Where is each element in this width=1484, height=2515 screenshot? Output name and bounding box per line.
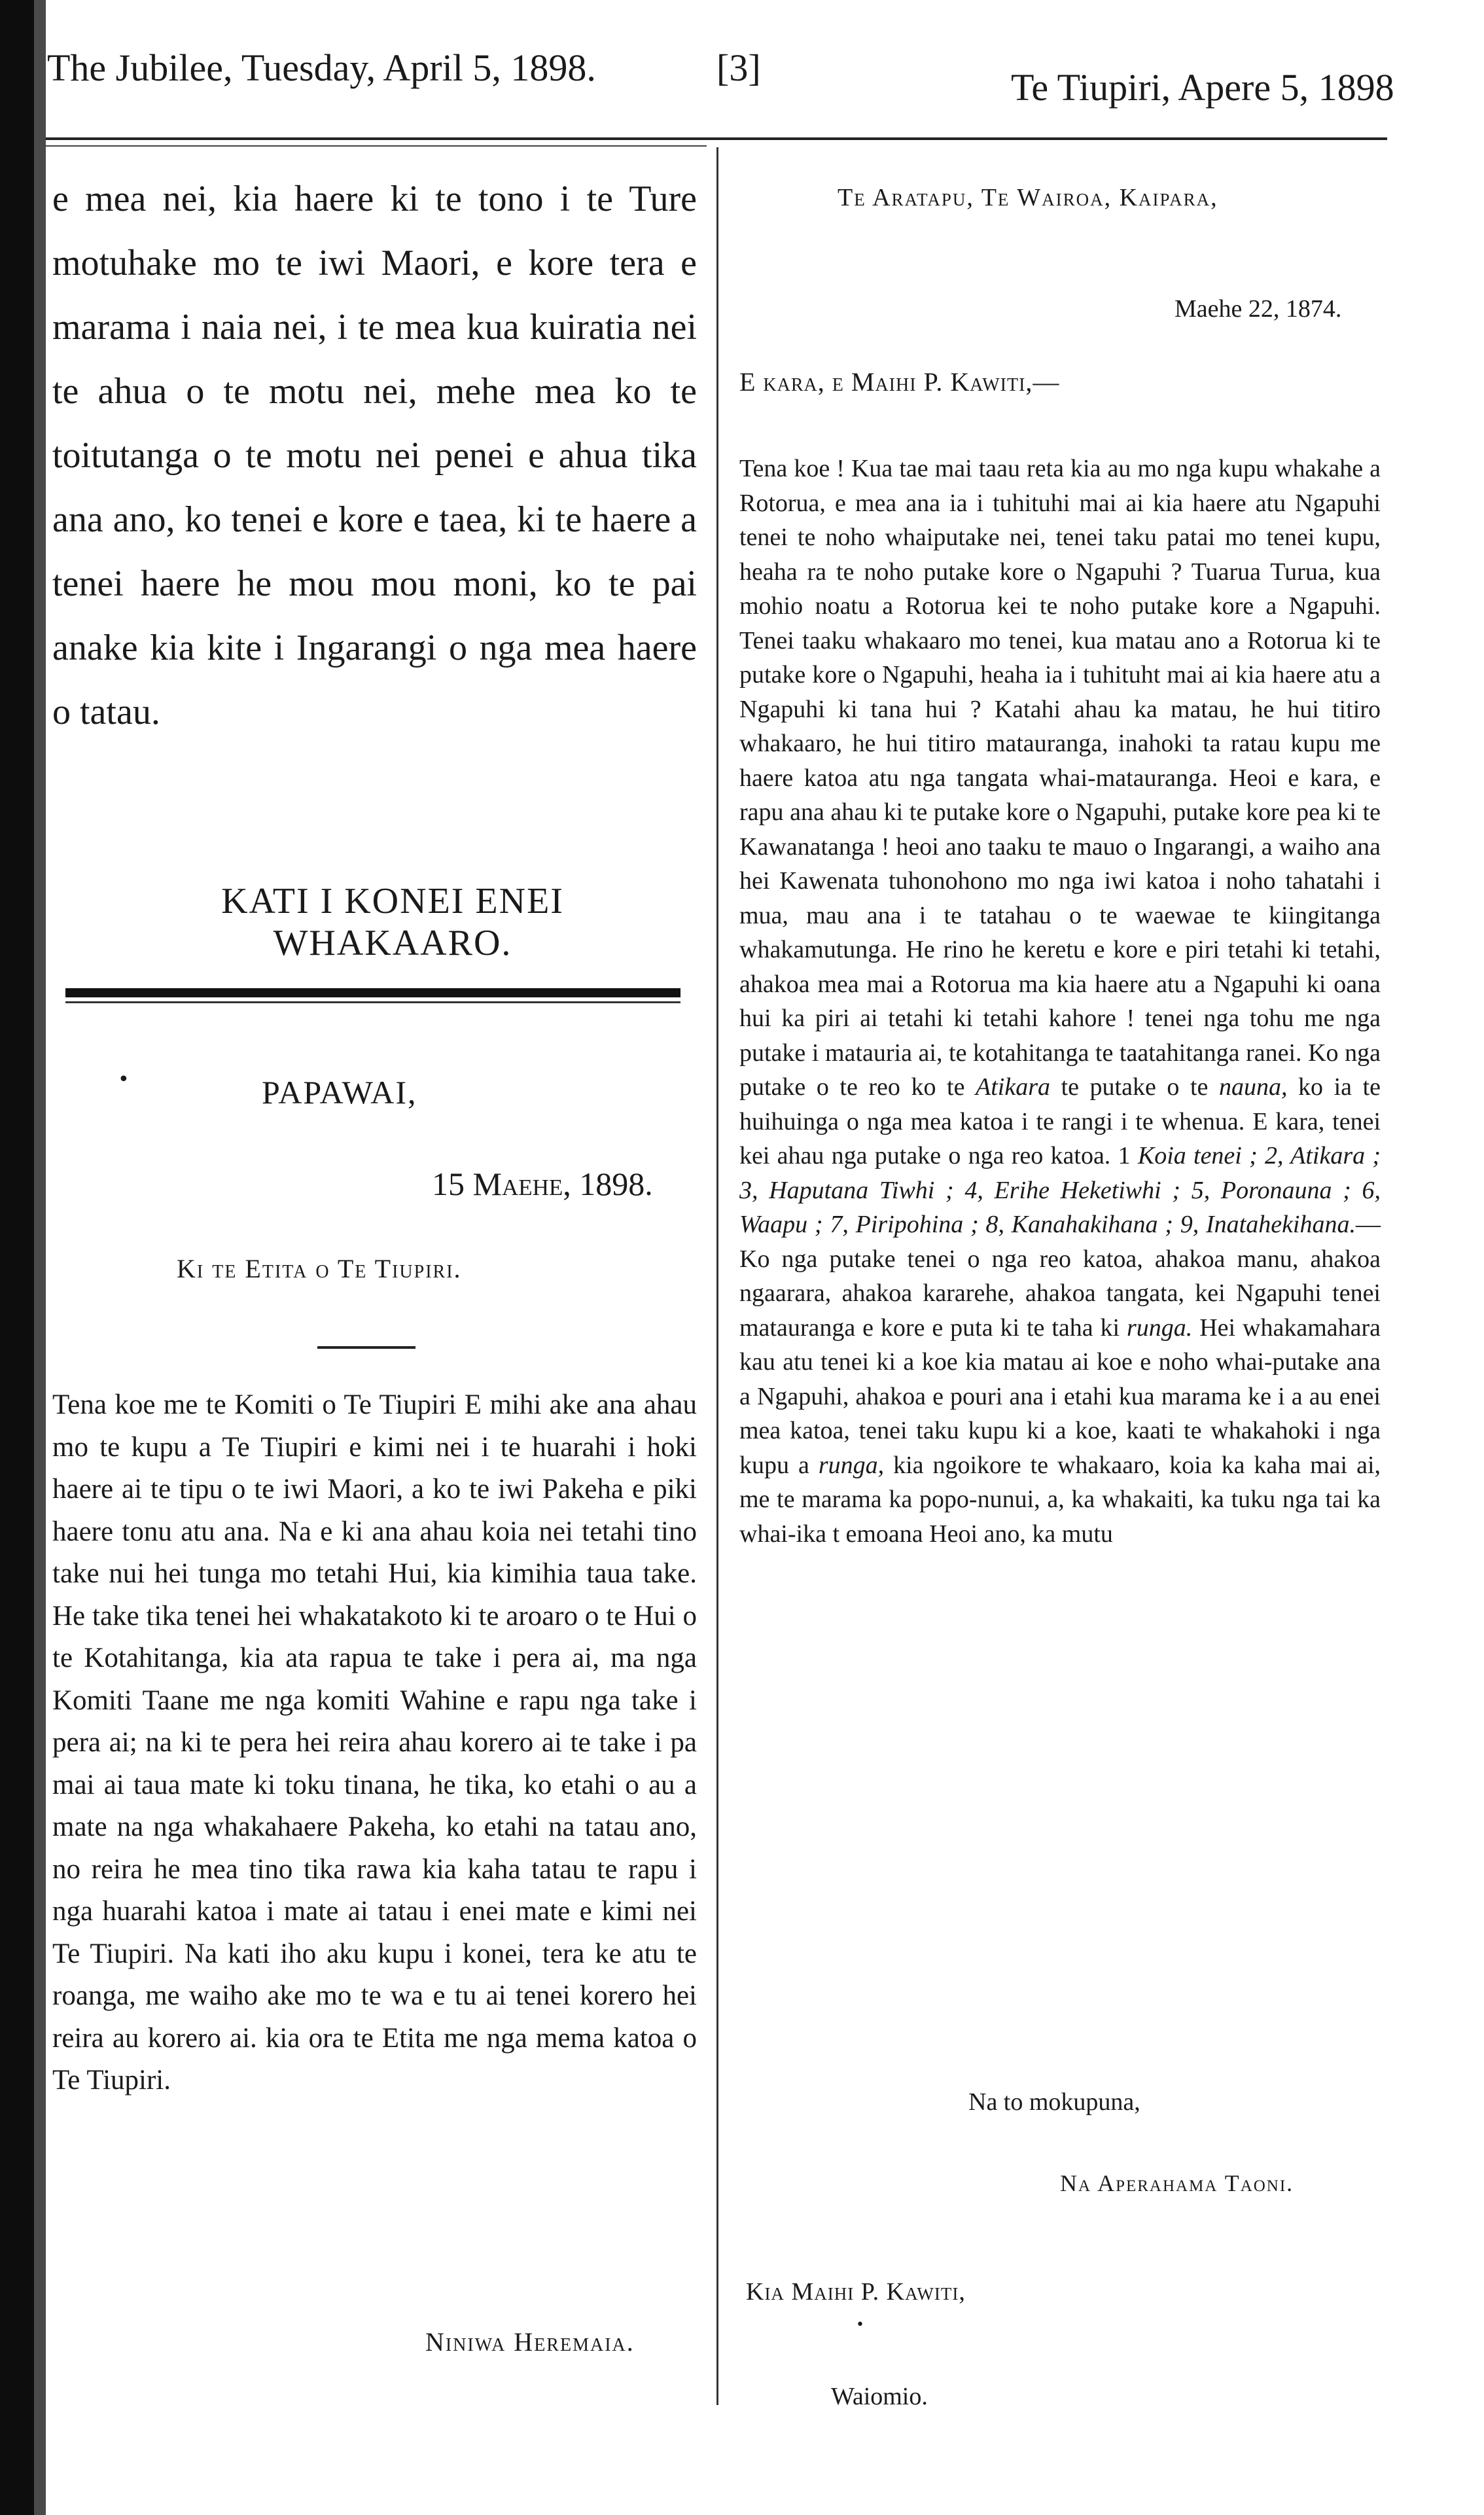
right-letter-closing: Na to mokupuna, bbox=[968, 2088, 1140, 2116]
list-item: 8, Kanahakihana ; bbox=[985, 1211, 1173, 1238]
body-part-1: Tena koe ! Kua tae mai taau reta kia au mo nga kupu whakahe a Rotorua, e mea ana ia i tuhituhi mai ai kia haere atu Ngapuhi tenei te noho whaiputake nei, tenei taku patai mo tenei kupu, heaha ra te noho putake kore o Ngapuhi ? Tuarua Turua, kua mohio noatu a Rotorua kei te noho putake kore a Ngapuhi. Tenei taaku whakaaro mo tenei, kua matau ano a Rotorua ki te putake kore o Ngapuhi, heaha ia i tuhituht mai ai kia haere atu a Ngapuhi ki tana hui ? Katahi ahau ka matau, he hui titiro whakaaro, he hui titiro matauranga, inahoki ta ratau kupu me haere katoa atu nga tangata whai-matauranga. Heoi e kara, e rapu ana ahau ki te putake kore o Ngapuhi, putake kore pea ki te Kawanatanga ! heoi ano taaku te mauo o Ingarangi, a waiho ana hei Kawenata tuhonohono mo nga iwi katoa i noho tahatahi i mua, mau ana i te tatahau o te waewae te kiingitanga whakamutunga. He rino he keretu e kore e piri tetahi ki tetahi, ahakoa mea mai a Rotorua ma kia haere atu a Ngapuhi ki oana hui ka piri ai tetahi ki tetahi kahore ! tenei nga tohu me nga putake i matauria ai, te kotahitanga te taatahitanga ranei. Ko nga putake o te reo ko te bbox=[739, 455, 1381, 1101]
body-part-2: te putake o te bbox=[1061, 1073, 1209, 1101]
body-part-6: kia ngoikore te whakaaro, koia ka kaha mai ai, me te marama ka popo-nunui, a, ka whakaiti, ka tuku nga tai ka whai-ika t emoana Heoi ano, ka mutu bbox=[739, 1451, 1381, 1548]
list-item: 7, Piripohina ; bbox=[830, 1211, 979, 1238]
header-rule bbox=[46, 137, 1387, 140]
body-part-4: —Ko nga putake tenei o nga reo katoa, ahakoa manu, ahakoa ngaarara, ahakoa kararehe, ahakoa tangata, kei Ngapuhi tenei matauranga e kore e puta ki te taha ki bbox=[739, 1211, 1381, 1342]
section-divider-thin bbox=[65, 1001, 680, 1003]
list-item: 3, Haputana Tiwhi ; bbox=[739, 1176, 954, 1204]
right-letter-location: Waiomio. bbox=[831, 2383, 928, 2410]
short-divider bbox=[317, 1346, 415, 1349]
letter-date: 15 Maehe, 1898. bbox=[432, 1166, 653, 1202]
right-letter-body bbox=[739, 452, 1381, 1551]
list-item: 9, Inatahekihana. bbox=[1180, 1211, 1356, 1238]
letter-body: Tena koe me te Komiti o Te Tiupiri E mihi ake ana ahau mo te kupu a Te Tiupiri e kimi nei i te huarahi i hoki haere ai te tipu o te iwi Maori, a ko te iwi Pakeha e piki haere tonu atu ana. Na e ki ana ahau koia nei tetahi tino take nui hei tunga mo tetahi Hui, kia kimihia taua take. He take tika tenei hei whakatakoto ki te aroaro o te Hui o te Kotahitanga, kia ata rapua te take i pera ai, ma nga Komiti Taane me nga komiti Wahine e rapu nga take i pera ai; na ki te pera hei reira ahau korero ai te take i pa mai ai taua mate ki toku tinana, he tika, ko etahi o au a mate na nga whakahaere Pakeha, ko etahi na tatau ano, no reira he mea tino tika rawa kia kaha tatau te rapu i nga huarahi katoa i mate ai tatau i enei mate e kimi nei Te Tiupiri. Na kati iho aku kupu i konei, tera ke atu te roanga, me waiho ake mo te wa e tu ai tenei korero hei reira au korero ai. kia ora te Etita me nga mema katoa o Te Tiupiri. bbox=[52, 1389, 697, 2096]
list-item: 5, Poronauna ; bbox=[1191, 1176, 1351, 1204]
right-letter-salutation: E kara, e Maihi P. Kawiti,— bbox=[739, 367, 1060, 397]
body-part-5: Hei whakamahara kau atu tenei ki a koe kia matau ai koe e noho whai-putake ana a Ngapuhi, ahakoa e pouri ana i etahi kua marama ke i a au enei mea katoa, tenei taku kupu ki a koe, kaati te whakahoki i nga kupu a bbox=[739, 1313, 1381, 1479]
italic-runga-2: runga, bbox=[818, 1451, 885, 1479]
list-item: 2, Atikara ; bbox=[1265, 1142, 1381, 1169]
right-letter-date: Maehe 22, 1874. bbox=[1175, 295, 1342, 323]
list-item: 6, Waapu ; bbox=[739, 1176, 1381, 1238]
bullet-mark: • bbox=[118, 1068, 130, 1091]
body-part-3: ko ia te huihuinga o nga mea katoa i te rangi i te whenua. E kara, tenei kei ahau nga putake o nga reo katoa. 1 bbox=[739, 1073, 1381, 1169]
binding-shadow bbox=[34, 0, 46, 2515]
bullet-mark-2: • bbox=[856, 2317, 864, 2333]
header-rule-secondary bbox=[46, 145, 707, 147]
page-number: [3] bbox=[716, 46, 761, 89]
letter-signature: Niniwa Heremaia. bbox=[425, 2327, 635, 2357]
column-divider bbox=[716, 147, 718, 2405]
right-letter-signature: Na Aperahama Taoni. bbox=[1060, 2170, 1294, 2196]
section-divider bbox=[65, 988, 680, 997]
article-closing: KATI I KONEI ENEI WHAKAARO. bbox=[221, 881, 564, 963]
italic-runga: runga. bbox=[1127, 1313, 1193, 1342]
letter-place: PAPAWAI, bbox=[262, 1074, 417, 1111]
list-item: 4, Erihe Heketiwhi ; bbox=[964, 1176, 1181, 1204]
article-continuation: e mea nei, kia haere ki te tono i te Ture motuhake mo te iwi Maori, e kore tera e marama i naia nei, i te mea kua kuiratia nei te ahua o te motu nei, mehe mea ko te toitutanga o te motu nei penei e ahua tika ana ano, ko tenei e kore e taea, ki te haere a tenei haere he mou mou moni, ko te pai anake kia kite i Ingarangi o nga mea haere o tatau. bbox=[52, 179, 697, 732]
binding-edge bbox=[0, 0, 34, 2515]
right-letter-place: Te Aratapu, Te Wairoa, Kaipara, bbox=[838, 184, 1218, 211]
right-letter-addressee: Kia Maihi P. Kawiti, bbox=[746, 2278, 966, 2306]
list-item: Koia tenei ; bbox=[1137, 1142, 1258, 1169]
italic-atikara: Atikara bbox=[976, 1073, 1051, 1101]
italic-nauna: nauna, bbox=[1218, 1073, 1288, 1101]
header-right: Te Tiupiri, Apere 5, 1898 bbox=[1011, 66, 1394, 109]
header-left: The Jubilee, Tuesday, April 5, 1898. bbox=[47, 46, 596, 89]
letter-salutation: Ki te Etita o Te Tiupiri. bbox=[177, 1254, 462, 1283]
